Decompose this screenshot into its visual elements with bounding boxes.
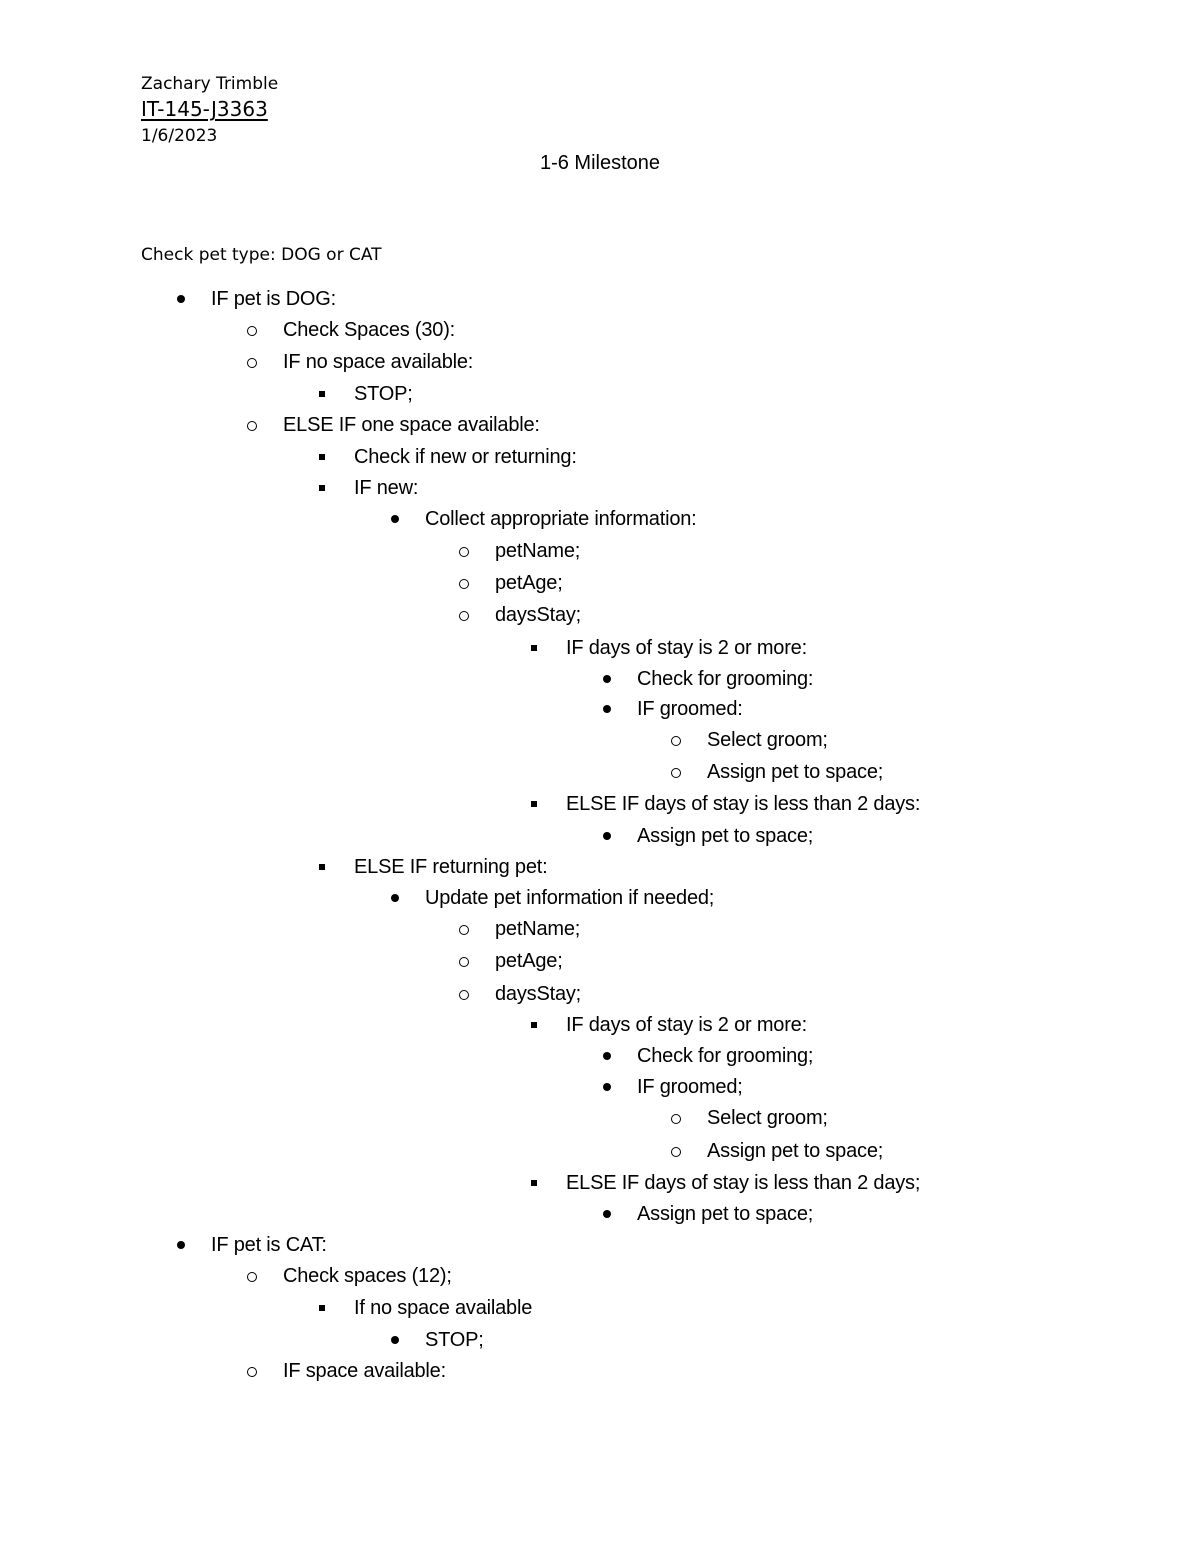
- filled-circle-bullet-icon: [175, 286, 191, 312]
- filled-square-bullet-icon: [530, 1012, 546, 1038]
- outline-item-text: IF pet is CAT:: [211, 1234, 327, 1256]
- outline-item-text: IF new:: [354, 477, 419, 499]
- outline-item-text: daysStay;: [495, 604, 582, 626]
- hollow-circle-bullet-icon: [671, 727, 687, 753]
- filled-circle-bullet-icon: [389, 885, 405, 911]
- outline-item-text: Assign pet to space;: [637, 825, 814, 847]
- outline-item-text: Select groom;: [707, 1107, 828, 1129]
- outline-item-text: Assign pet to space;: [707, 761, 884, 783]
- outline-item-text: IF groomed:: [637, 698, 743, 720]
- hollow-circle-bullet-icon: [247, 317, 263, 343]
- outline-item-text: If no space available: [354, 1297, 533, 1319]
- outline-item-text: Update pet information if needed;: [425, 887, 715, 909]
- outline-item-text: Collect appropriate information:: [425, 508, 697, 530]
- outline-item-text: IF groomed;: [637, 1076, 743, 1098]
- outline-item-text: petName;: [495, 540, 581, 562]
- hollow-circle-bullet-icon: [459, 538, 475, 564]
- filled-circle-bullet-icon: [601, 1201, 617, 1227]
- filled-square-bullet-icon: [318, 381, 334, 407]
- outline-item-text: Select groom;: [707, 729, 828, 751]
- outline-item-text: ELSE IF returning pet:: [354, 856, 548, 878]
- outline-item-text: petAge;: [495, 572, 563, 594]
- outline-item-text: Check if new or returning:: [354, 446, 577, 468]
- outline-item-text: IF pet is DOG:: [211, 288, 337, 310]
- outline-item-text: ELSE IF one space available:: [283, 414, 540, 436]
- outline-item-text: Check for grooming;: [637, 1045, 814, 1067]
- outline-item-text: ELSE IF days of stay is less than 2 days:: [566, 793, 921, 815]
- hollow-circle-bullet-icon: [459, 981, 475, 1007]
- filled-square-bullet-icon: [530, 1170, 546, 1196]
- outline-item-text: IF no space available:: [283, 351, 474, 373]
- filled-circle-bullet-icon: [601, 1043, 617, 1069]
- outline-item-text: STOP;: [425, 1329, 484, 1351]
- course-code: IT-145-J3363: [141, 97, 268, 121]
- filled-square-bullet-icon: [318, 444, 334, 470]
- document-date: 1/6/2023: [141, 126, 218, 146]
- hollow-circle-bullet-icon: [247, 1263, 263, 1289]
- filled-square-bullet-icon: [318, 1295, 334, 1321]
- outline-item-text: Check for grooming:: [637, 668, 814, 690]
- filled-square-bullet-icon: [318, 475, 334, 501]
- hollow-circle-bullet-icon: [671, 759, 687, 785]
- hollow-circle-bullet-icon: [459, 602, 475, 628]
- filled-circle-bullet-icon: [175, 1232, 191, 1258]
- filled-circle-bullet-icon: [601, 666, 617, 692]
- hollow-circle-bullet-icon: [247, 349, 263, 375]
- filled-circle-bullet-icon: [601, 823, 617, 849]
- filled-circle-bullet-icon: [601, 696, 617, 722]
- outline-item-text: STOP;: [354, 383, 413, 405]
- author-name: Zachary Trimble: [141, 74, 279, 94]
- filled-square-bullet-icon: [530, 635, 546, 661]
- outline-item-text: Check spaces (12);: [283, 1265, 452, 1287]
- outline-item-text: Assign pet to space;: [637, 1203, 814, 1225]
- outline-item-text: IF days of stay is 2 or more:: [566, 1014, 807, 1036]
- outline-item-text: IF days of stay is 2 or more:: [566, 637, 807, 659]
- page-title: 1-6 Milestone: [539, 152, 661, 174]
- outline-item-text: daysStay;: [495, 983, 582, 1005]
- filled-circle-bullet-icon: [389, 1327, 405, 1353]
- filled-square-bullet-icon: [530, 791, 546, 817]
- hollow-circle-bullet-icon: [671, 1105, 687, 1131]
- outline-item-text: ELSE IF days of stay is less than 2 days;: [566, 1172, 921, 1194]
- hollow-circle-bullet-icon: [247, 1358, 263, 1384]
- outline-item-text: IF space available:: [283, 1360, 446, 1382]
- outline-item-text: Assign pet to space;: [707, 1140, 884, 1162]
- hollow-circle-bullet-icon: [459, 570, 475, 596]
- filled-square-bullet-icon: [318, 854, 334, 880]
- hollow-circle-bullet-icon: [247, 412, 263, 438]
- hollow-circle-bullet-icon: [459, 916, 475, 942]
- hollow-circle-bullet-icon: [671, 1138, 687, 1164]
- outline-item-text: Check Spaces (30):: [283, 319, 456, 341]
- intro-text: Check pet type: DOG or CAT: [141, 245, 382, 265]
- hollow-circle-bullet-icon: [459, 948, 475, 974]
- outline-item-text: petAge;: [495, 950, 563, 972]
- outline-item-text: petName;: [495, 918, 581, 940]
- filled-circle-bullet-icon: [389, 506, 405, 532]
- filled-circle-bullet-icon: [601, 1074, 617, 1100]
